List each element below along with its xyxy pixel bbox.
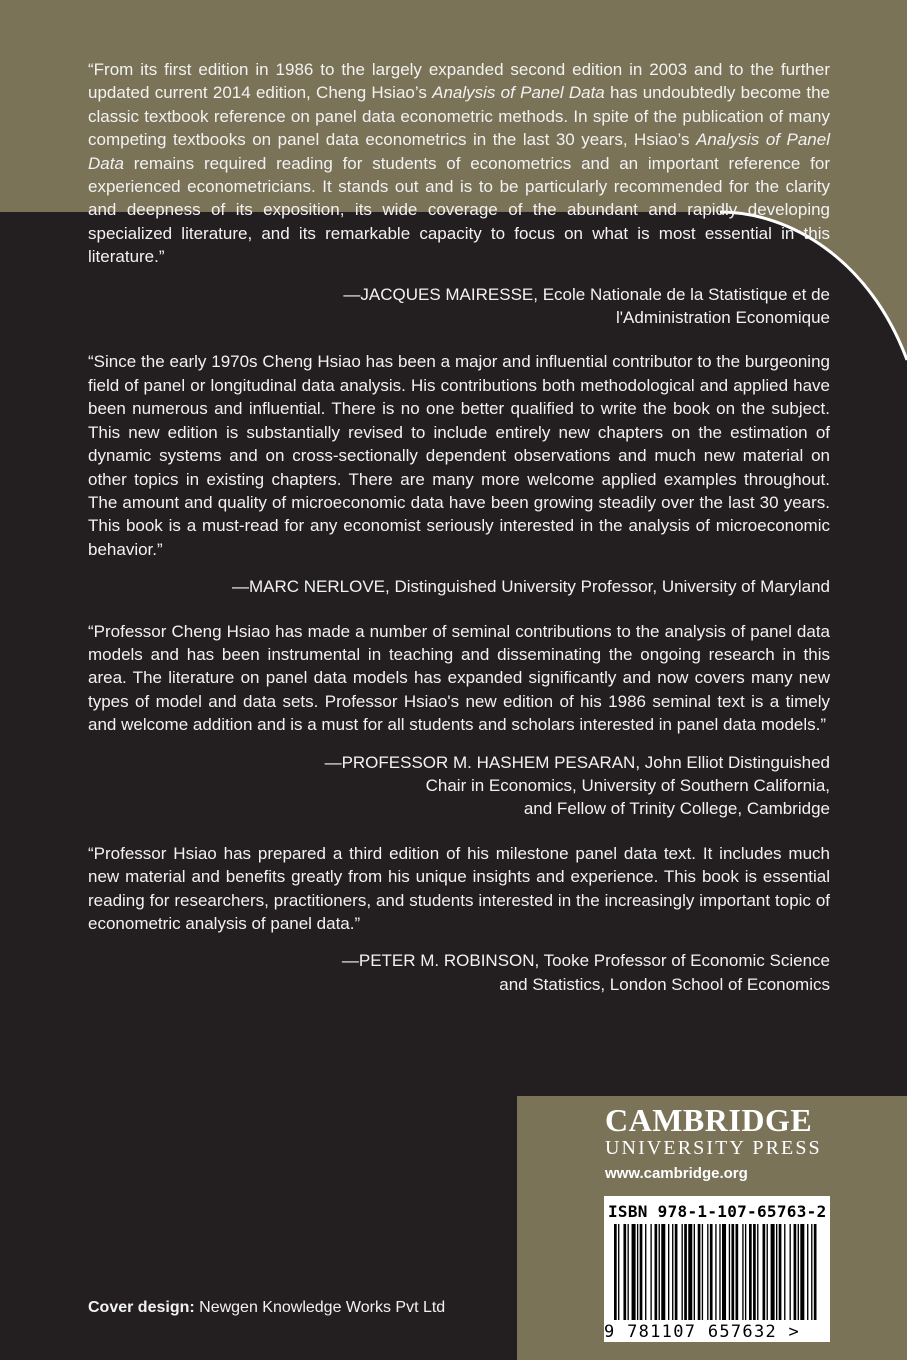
- barcode-bar: [698, 1224, 701, 1320]
- publisher-subtitle: UNIVERSITY PRESS: [605, 1137, 822, 1159]
- barcode-bar: [798, 1224, 799, 1320]
- attribution-line: and Fellow of Trinity College, Cambridge: [523, 799, 830, 819]
- attribution-line: —PROFESSOR M. HASHEM PESARAN, John Elliot Distinguished: [324, 752, 830, 772]
- barcode-bar: [776, 1224, 777, 1320]
- endorsement-quote: [88, 58, 830, 269]
- barcode-bar: [753, 1224, 756, 1320]
- barcode-bar: [682, 1224, 683, 1320]
- barcode-bar: [763, 1224, 766, 1320]
- book-title: Analysis of Panel Data: [432, 83, 605, 103]
- barcode-bar: [661, 1224, 665, 1320]
- barcode-bar: [655, 1224, 658, 1320]
- publisher-name: CAMBRIDGE: [605, 1102, 813, 1138]
- quote-text: “Professor Hsiao has prepared a third edition of his milestone panel data text. It includes much new material and benefits greatly from his unique insights and experience. This book is essential reading for researchers, practitioners, and students interested in the increasingly important topic of econometric analysis of panel data.”: [88, 843, 830, 933]
- barcode-bar: [684, 1224, 687, 1320]
- barcode-bar: [707, 1224, 708, 1320]
- isbn-label: ISBN 978-1-107-65763-2: [608, 1202, 827, 1221]
- publisher-panel: [517, 1096, 907, 1360]
- endorsement-2: [88, 350, 830, 598]
- barcode-bar: [688, 1224, 692, 1320]
- barcode-bar: [784, 1224, 785, 1320]
- barcode-bar: [767, 1224, 768, 1320]
- endorsement-attribution: [88, 575, 830, 598]
- quote-text: “From its first edition in 1986 to the largely expanded second edition in 2003 and to the further updated current 2014 edition, Cheng Hsiao’s: [88, 60, 830, 103]
- barcode-bar: [814, 1224, 817, 1320]
- quote-text: remains required reading for students of econometrics and an important reference for experienced econometricians. It stands out and is to be particularly recommended for the clarity and deepness of its exposition, its wide coverage of the abundant and rapidly developing specialized literature, and its remarkable capacity to focus on what is most essential in this literature.”: [88, 153, 830, 267]
- barcode-bar: [645, 1224, 646, 1320]
- barcode-bar: [779, 1224, 782, 1320]
- barcode-bar: [637, 1224, 638, 1320]
- barcode-bar: [623, 1224, 626, 1320]
- cover-credit-value: Newgen Knowledge Works Pvt Ltd: [199, 1299, 446, 1316]
- barcode-bar: [715, 1224, 716, 1320]
- cover-credit-label: Cover design:: [88, 1299, 195, 1316]
- barcode-bar: [618, 1224, 619, 1320]
- endorsement-quote: [88, 350, 830, 561]
- barcode: [604, 1196, 830, 1342]
- barcode-bar: [745, 1224, 746, 1320]
- barcode-bar: [800, 1224, 804, 1320]
- barcode-bar: [675, 1224, 678, 1320]
- endorsement-quote: [88, 620, 830, 737]
- barcode-bar: [757, 1224, 758, 1320]
- publisher-url: www.cambridge.org: [605, 1165, 748, 1182]
- barcode-bar: [694, 1224, 695, 1320]
- endorsement-3: [88, 620, 830, 821]
- barcode-bar: [729, 1224, 730, 1320]
- endorsement-quote: [88, 842, 830, 936]
- barcode-bar: [719, 1224, 720, 1320]
- barcode-bar: [650, 1224, 651, 1320]
- attribution-line: Chair in Economics, University of Southern California,: [425, 775, 830, 795]
- barcode-bar: [628, 1224, 629, 1320]
- barcode-bar: [807, 1224, 808, 1320]
- quote-text: “Professor Cheng Hsiao has made a number of seminal contributions to the analysis of panel data models and has been instrumental in teaching and disseminating the ongoing research in this area. The literature on panel data models has expanded significantly and now covers many new types of model and data sets. Professor Hsiao's new edition of his 1986 seminal text is a timely and welcome addition and is a must for all students and scholars interested in panel data models.”: [88, 621, 830, 735]
- attribution-line: and Statistics, London School of Economics: [499, 974, 830, 994]
- barcode-bar: [702, 1224, 703, 1320]
- endorsement-attribution: [88, 751, 830, 821]
- barcode-bar: [736, 1224, 739, 1320]
- barcode-bar: [710, 1224, 713, 1320]
- barcode-bar: [668, 1224, 669, 1320]
- attribution-line: l'Administration Economique: [616, 308, 830, 328]
- barcode-bar: [742, 1224, 743, 1320]
- barcode-bar: [640, 1224, 643, 1320]
- endorsement-4: [88, 842, 830, 996]
- barcode-bar: [672, 1224, 673, 1320]
- barcode-bar: [632, 1224, 636, 1320]
- barcode-bar: [731, 1224, 734, 1320]
- endorsements-column: [88, 58, 830, 1017]
- endorsement-1: [88, 58, 830, 329]
- barcode-bar: [790, 1224, 791, 1320]
- barcode-bar: [659, 1224, 660, 1320]
- attribution-line: —MARC NERLOVE, Distinguished University Professor, University of Maryland: [231, 577, 830, 597]
- barcode-digits: 9 781107 657632 >: [604, 1322, 801, 1342]
- barcode-bar: [749, 1224, 752, 1320]
- barcode-bar: [771, 1224, 775, 1320]
- barcode-bars: [604, 1224, 830, 1322]
- endorsement-attribution: [88, 949, 830, 996]
- barcode-bar: [722, 1224, 726, 1320]
- quote-text: has undoubtedly become the classic textbook reference on panel data econometric methods. In spite of the publication of many competing textbooks on panel data econometrics in the last 30 years, Hsiao’s: [88, 83, 830, 150]
- cover-credit: [88, 1297, 445, 1319]
- endorsement-attribution: [88, 283, 830, 330]
- attribution-line: —PETER M. ROBINSON, Tooke Professor of Economic Science: [341, 951, 830, 971]
- barcode-bar: [794, 1224, 797, 1320]
- barcode-bar: [811, 1224, 812, 1320]
- quote-text: “Since the early 1970s Cheng Hsiao has been a major and influential contributor to the burgeoning field of panel or longitudinal data analysis. His contributions both methodological and applied have been numerous and influential. There is no one better qualified to write the book on the subject. This new edition is substantially revised to include entirely new chapters on the estimation of dynamic systems and on cross-sectionally dependent observations and much new material on other topics in existing chapters. There are many more welcome applied examples throughout. The amount and quality of microeconomic data have been growing steadily over the last 30 years. This book is a must-read for any economist seriously interested in the analysis of microeconomic behavior.”: [88, 352, 830, 559]
- barcode-bar: [614, 1224, 617, 1320]
- attribution-line: —JACQUES MAIRESSE, Ecole Nationale de la Statistique et de: [343, 284, 830, 304]
- book-title: Analysis of Panel Data: [88, 130, 830, 173]
